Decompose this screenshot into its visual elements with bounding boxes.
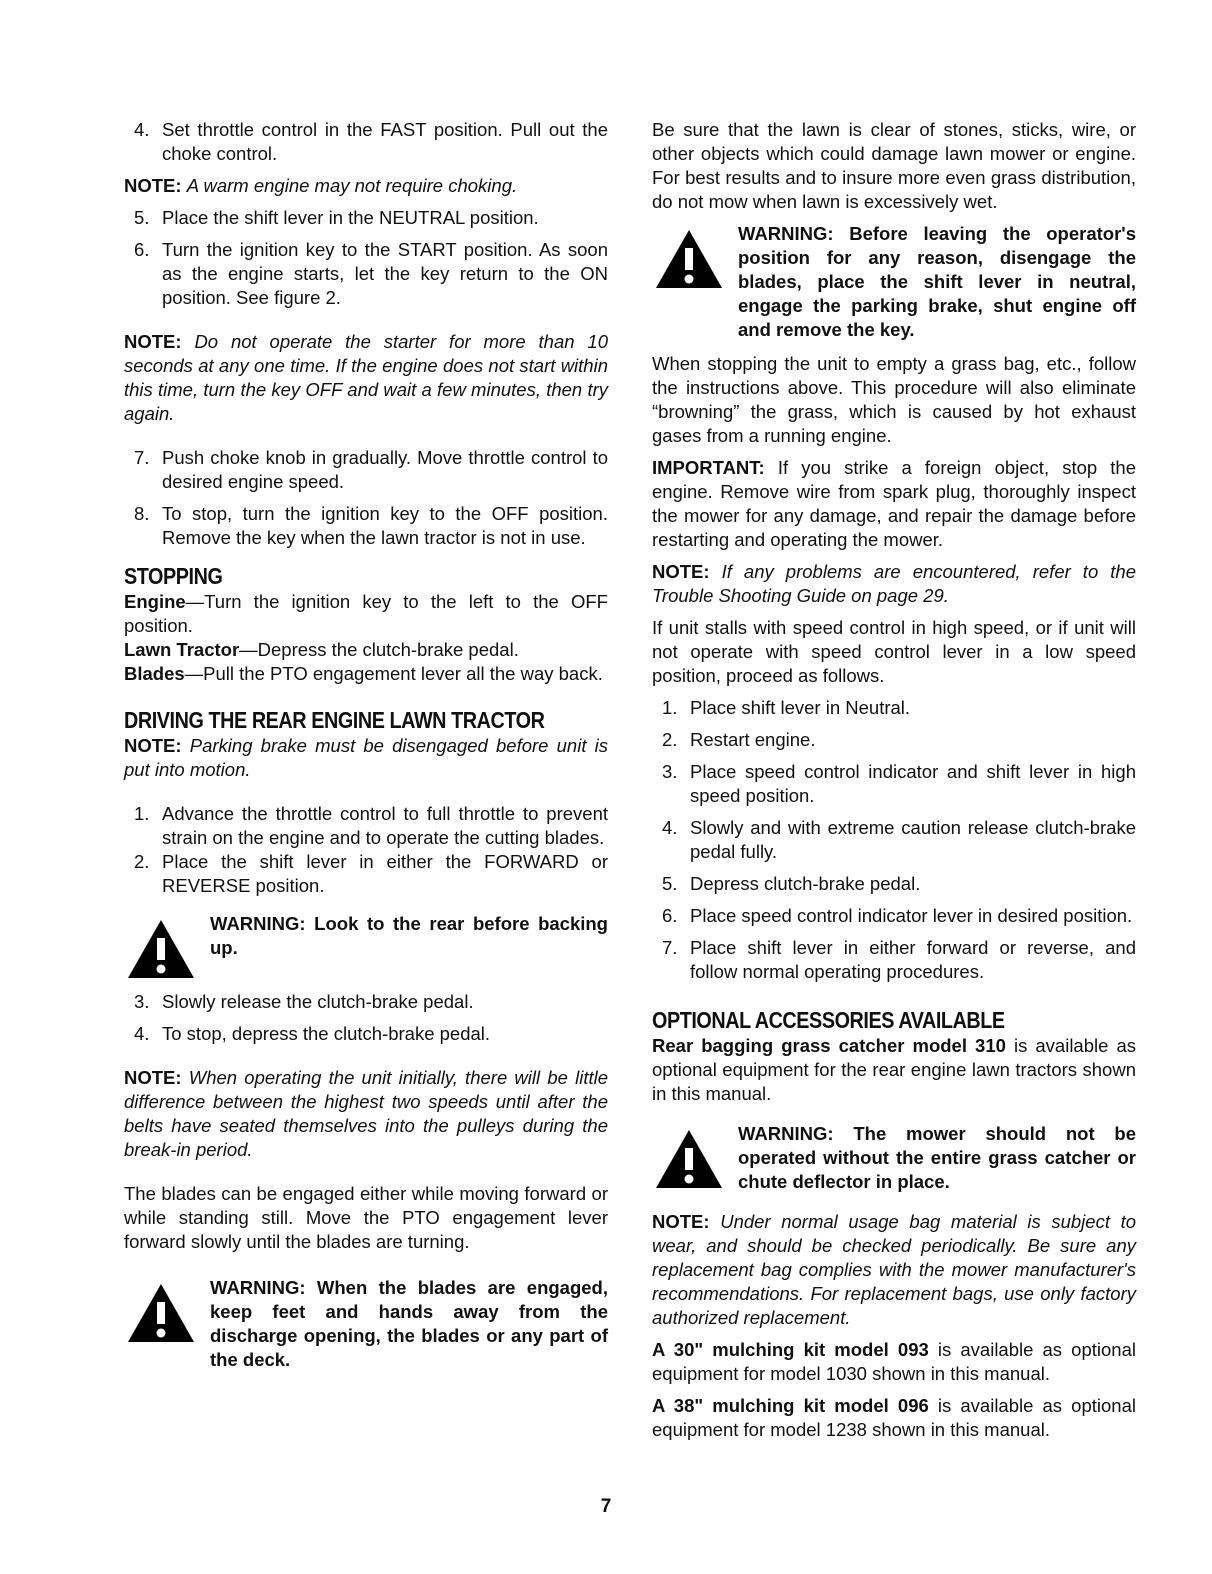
para-kit-38: A 38" mulching kit model 096 is available as optional equipment for model 1238 shown in this manual.	[652, 1395, 1136, 1440]
accessories-heading: OPTIONAL ACCESSORIES AVAILABLE	[652, 1007, 1005, 1033]
stopping-heading: STOPPING	[124, 563, 223, 589]
para-pto: The blades can be engaged either while moving forward or while standing still. Move the PTO engagement lever forward slowly until the blades are turning.	[124, 1183, 608, 1252]
para-browning: When stopping the unit to empty a grass bag, etc., follow the instructions above. This procedure will also eliminate “browning” the grass, which is caused by hot exhaust gases from a running engine.	[652, 353, 1136, 446]
stopping-blades: Blades—Pull the PTO engagement lever all the way back.	[124, 663, 603, 684]
note-warm-engine: NOTE: A warm engine may not require choking.	[124, 175, 518, 196]
list-item: 2. Restart engine.	[662, 729, 816, 750]
start-steps-c	[124, 446, 608, 550]
note-bag-material: NOTE: Under normal usage bag material is subject to wear, and should be checked periodically. Be sure any replacement bag complies with the mower manufacturer's recommendations. For replacement bags, use only factory authorized replacement.	[652, 1211, 1137, 1328]
right-column	[652, 118, 1136, 1450]
warning-blades-engaged: WARNING: When the blades are engaged, keep feet and hands away from the discharge opening, the blades or any part of the deck.	[124, 1276, 608, 1372]
left-column	[124, 118, 608, 1388]
list-item: 6. Turn the ignition key to the START position. As soon as the engine starts, let the key return to the ON position. See figure 2.	[134, 239, 608, 308]
warning-triangle-icon	[654, 1128, 724, 1190]
para-lawn-clear: Be sure that the lawn is clear of stones, sticks, wire, or other objects which could damage lawn mower or engine. For best results and to insure more even grass distribution, do not mow when lawn is excessively wet.	[652, 119, 1136, 212]
list-item: 1. Place shift lever in Neutral.	[662, 697, 911, 718]
list-item: 4. To stop, depress the clutch-brake pedal.	[134, 1023, 491, 1044]
para-stalls: If unit stalls with speed control in high speed, or if unit will not operate with speed control lever in a low speed position, proceed as follows.	[652, 617, 1136, 686]
list-item: 2. Place the shift lever in either the FORWARD or REVERSE position.	[134, 851, 608, 896]
warning-leaving-seat: WARNING: Before leaving the operator's position for any reason, disengage the blades, place the shift lever in neutral, engage the parking brake, shut engine off and remove the key.	[652, 222, 1136, 342]
warning-triangle-icon	[126, 1282, 196, 1344]
list-item: 8. To stop, turn the ignition key to the OFF position. Remove the key when the lawn tractor is not in use.	[134, 503, 608, 548]
list-item: 7. Place shift lever in either forward or reverse, and follow normal operating procedures.	[662, 937, 1136, 982]
stall-steps	[652, 696, 1136, 984]
note-troubleshooting: NOTE: If any problems are encountered, refer to the Trouble Shooting Guide on page 29.	[652, 561, 1136, 606]
list-item: 3. Slowly release the clutch-brake pedal.	[134, 991, 474, 1012]
list-item: 6. Place speed control indicator lever in desired position.	[662, 905, 1133, 926]
note-starter: NOTE: Do not operate the starter for more than 10 seconds at any one time. If the engine does not start within this time, turn the key OFF and wait a few minutes, then try again.	[124, 331, 608, 424]
para-rear-bagging: Rear bagging grass catcher model 310 is available as optional equipment for the rear engine lawn tractors shown in this manual.	[652, 1035, 1137, 1104]
stopping-tractor: Lawn Tractor—Depress the clutch-brake pedal.	[124, 639, 519, 660]
driving-steps-b	[124, 990, 608, 1046]
warning-backing-up: WARNING: Look to the rear before backing up.	[124, 912, 608, 960]
note-parking-brake: NOTE: Parking brake must be disengaged before unit is put into motion.	[124, 735, 609, 780]
warning-triangle-icon	[654, 228, 724, 290]
driving-heading: DRIVING THE REAR ENGINE LAWN TRACTOR	[124, 707, 545, 733]
driving-steps-a	[124, 802, 608, 898]
list-item: 5. Depress clutch-brake pedal.	[662, 873, 921, 894]
warning-grass-catcher: WARNING: The mower should not be operated without the entire grass catcher or chute deflector in place.	[652, 1122, 1136, 1194]
start-steps-a	[124, 118, 608, 166]
page-number: 7	[600, 1496, 612, 1517]
note-belts: NOTE: When operating the unit initially, there will be little difference between the highest two speeds until after the belts have seated themselves into the pulleys during the break-in period.	[124, 1067, 608, 1160]
list-item: 3. Place speed control indicator and shift lever in high speed position.	[662, 761, 1136, 806]
important-foreign-object: IMPORTANT: If you strike a foreign object, stop the engine. Remove wire from spark plug, thoroughly inspect the mower for any damage, and repair the damage before restarting and operating the mower.	[652, 457, 1136, 550]
start-steps-b	[124, 206, 608, 310]
list-item: 4. Slowly and with extreme caution release clutch-brake pedal fully.	[662, 817, 1136, 862]
list-item: 7. Push choke knob in gradually. Move throttle control to desired engine speed.	[134, 447, 608, 492]
stopping-engine: Engine—Turn the ignition key to the left to the OFF position.	[124, 591, 608, 636]
para-kit-30: A 30" mulching kit model 093 is available as optional equipment for model 1030 shown in this manual.	[652, 1339, 1136, 1384]
warning-triangle-icon	[126, 918, 196, 980]
list-item: 4. Set throttle control in the FAST position. Pull out the choke control.	[134, 119, 608, 164]
list-item: 5. Place the shift lever in the NEUTRAL position.	[134, 207, 539, 228]
list-item: 1. Advance the throttle control to full throttle to prevent strain on the engine and to operate the cutting blades.	[134, 803, 608, 848]
